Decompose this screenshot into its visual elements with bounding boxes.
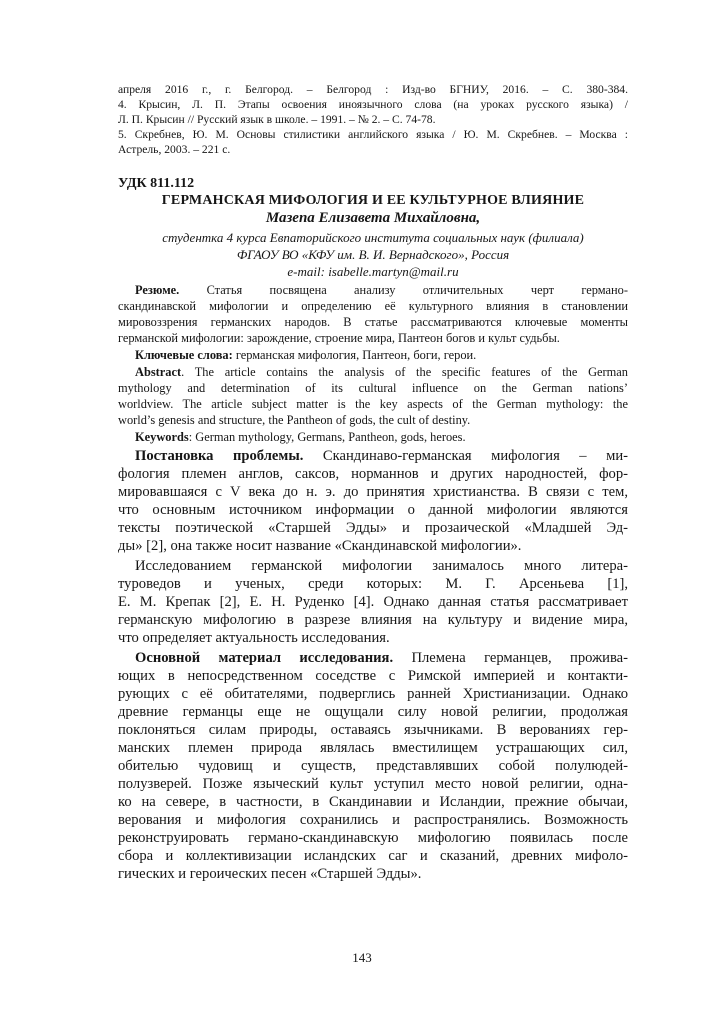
body-line: мировавшаяся с V века до н. э. до принятия христианства. В связи с тем, (118, 484, 628, 500)
author-name: Мазепа Елизавета Михайловна, (265, 210, 481, 226)
abstract-en-label: Abstract (135, 365, 182, 379)
body-line: что определяет актуальность исследования. (118, 630, 390, 646)
body-line: фология племен англов, саксов, норманнов и других народностей, фор- (118, 466, 628, 482)
body-line: верования и мифология сохранились и распространялись. Возможность (118, 812, 628, 828)
body-line: тексты поэтической «Старшей Эдды» и прозаической «Младшей Эд- (118, 520, 628, 536)
body-line: обителью чудовищ и существ, представлявших собой полулюдей- (118, 758, 628, 774)
resume-line: скандинавской мифологии и определению её культурного влияния в становлении (118, 299, 628, 313)
body-line: Исследованием германской мифологии занималось много литера- (135, 558, 628, 574)
body-line: манских племен природа являлась вместилищем устрашающих сил, (118, 740, 628, 756)
article-title: ГЕРМАНСКАЯ МИФОЛОГИЯ И ЕЕ КУЛЬТУРНОЕ ВЛИЯНИЕ (161, 193, 585, 208)
abstract-en-line: mythology and determination of its cultural influence on the German nations’ (118, 381, 628, 395)
keywords-en: Keywords: German mythology, Germans, Pantheon, gods, heroes. (135, 430, 466, 444)
body-line: Постановка проблемы. Скандинаво-германская мифология – ми- (135, 448, 629, 464)
reference-line: 4. Крысин, Л. П. Этапы освоения иноязычного слова (на уроках русского языка) / (118, 98, 628, 111)
resume-line: Резюме. Статья посвящена анализу отличительных черт германо- (135, 283, 628, 297)
keywords-ru-label: Ключевые слова: (135, 348, 233, 362)
author-email: e-mail: isabelle.martyn@mail.ru (287, 264, 459, 279)
body-line: туроведов и ученых, среди которых: М. Г. Арсеньева [1], (118, 576, 628, 592)
author-affiliation: ФГАОУ ВО «КФУ им. В. И. Вернадского», Россия (236, 247, 510, 262)
abstract-en-line: world’s genesis and structure, the Pantheon of gods, the cult of destiny. (118, 413, 471, 427)
section-heading: Основной материал исследования. (135, 650, 394, 666)
abstract-en-line: Abstract. The article contains the analysis of the specific features of the German (135, 365, 628, 379)
body-line: поклоняться силам природы, оставаясь язычниками. В верованиях гер- (118, 722, 628, 738)
body-line: ды» [2], она также носит название «Скандинавской мифологии». (118, 538, 522, 554)
body-line: германскую мифологию в разрезе влияния на культуру и видение мира, (118, 612, 628, 628)
keywords-ru: Ключевые слова: германская мифология, Пантеон, боги, герои. (135, 348, 477, 362)
body-line: древние германцы еще не ощущали силу новой религии, продолжая (118, 704, 628, 720)
body-line: гических и героических песен «Старшей Эдды». (118, 866, 422, 882)
reference-line: 5. Скребнев, Ю. М. Основы стилистики английского языка / Ю. М. Скребнев. – Москва : (118, 128, 628, 141)
reference-line: Л. П. Крысин // Русский язык в школе. – 1991. – № 2. – С. 74-78. (118, 113, 436, 126)
abstract-en-line: worldview. The article subject matter is the key aspects of the German mythology: the (118, 397, 628, 411)
resume-label: Резюме. (135, 283, 180, 297)
body-line: Основной материал исследования. Племена германцев, прожива- (135, 650, 628, 666)
body-line: ющих в непосредственном соседстве с Римской империей и контакти- (118, 668, 628, 684)
resume-line: мировоззрения германских народов. В статье рассматриваются ключевые моменты (118, 315, 628, 329)
reference-line: Астрель, 2003. – 221 с. (118, 143, 231, 156)
udc-code: УДК 811.112 (118, 176, 195, 191)
keywords-en-label: Keywords (135, 430, 189, 444)
section-heading: Постановка проблемы. (135, 448, 304, 464)
page-number: 143 (352, 950, 372, 965)
body-line: ко на севере, в частности, в Скандинавии и Исландии, прежние обычаи, (118, 794, 628, 810)
author-affiliation: студентка 4 курса Евпаторийского института социальных наук (филиала) (162, 230, 584, 245)
reference-line: апреля 2016 г., г. Белгород. – Белгород : Изд-во БГНИУ, 2016. – С. 380-384. (118, 83, 628, 96)
resume-line: германской мифологии: зарождение, строение мира, Пантеон богов и культ судьбы. (118, 331, 560, 345)
body-line: рующих с её обитателями, подверглись ранней Христианизации. Однако (118, 686, 628, 702)
body-line: Е. М. Крепак [2], Е. Н. Руденко [4]. Однако данная статья рассматривает (118, 594, 628, 610)
body-line: что основным источником информации о данной мифологии являются (118, 502, 628, 518)
body-line: сбора и коллективизации исландских саг и сказаний, древних мифоло- (118, 848, 628, 864)
body-line: реконструировать германо-скандинавскую мифологию появилась после (118, 830, 628, 846)
body-line: полузверей. Позже языческий культ уступил место новой религии, одна- (118, 776, 628, 792)
